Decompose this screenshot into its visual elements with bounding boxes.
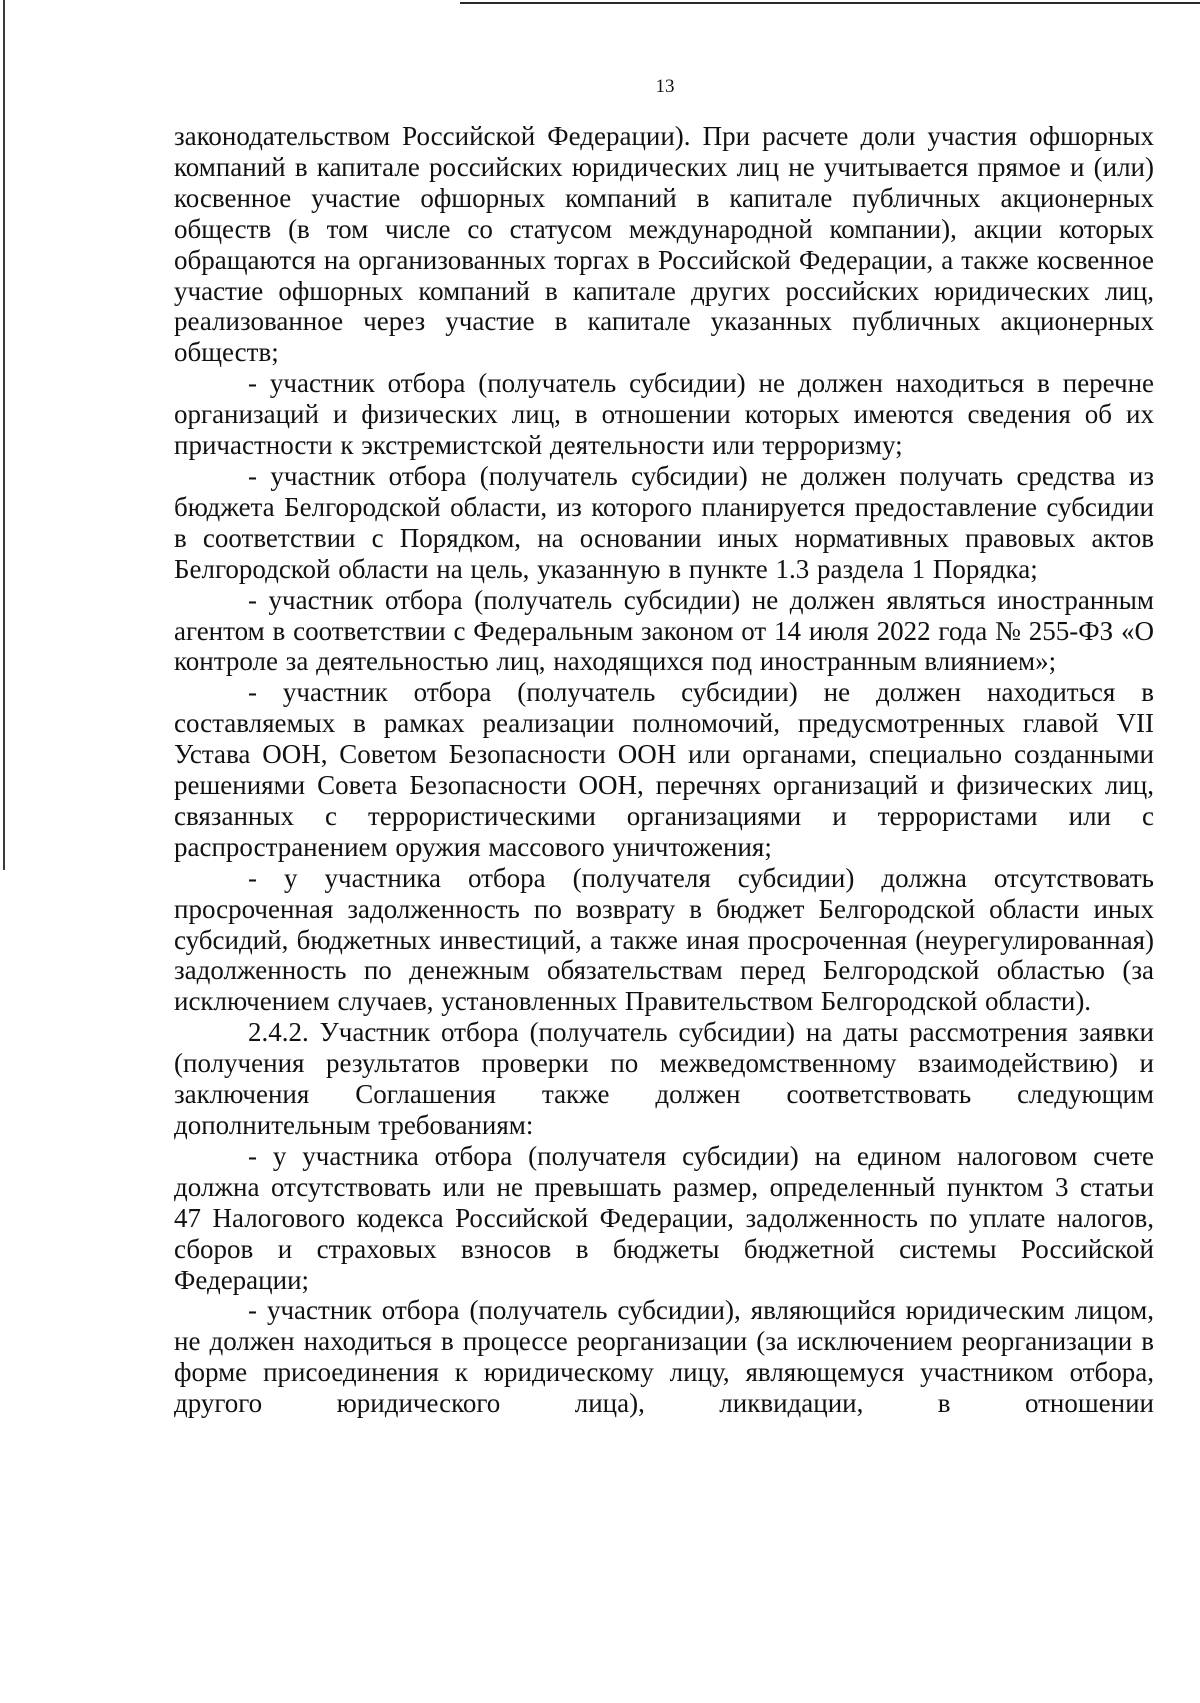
scan-edge-left <box>3 0 5 870</box>
paragraph-tax-debt: - у участника отбора (получателя субсидии) на едином налоговом счете должна отсутствовать или не превышать размер, определенный пунктом 3 статьи 47 Налогового кодекса Российской Федерации, задолженность по уплате налогов, сборов и страховых взносов в бюджеты бюджетной системы Российской Федерации; <box>174 1140 1154 1295</box>
paragraph-overdue-debt: - у участника отбора (получателя субсидии) должна отсутствовать просроченная задолженность по возврату в бюджет Белгородской области иных субсидий, бюджетных инвестиций, а также иная просроченная (неурегулированная) задолженность по денежным обязательствам перед Белгородской областью (за исключением случаев, установленных Правительством Белгородской области). <box>174 862 1154 1017</box>
document-body <box>174 121 1154 1419</box>
paragraph-foreign-agent: - участник отбора (получатель субсидии) не должен являться иностранным агентом в соответствии с Федеральным законом от 14 июля 2022 года № 255-ФЗ «О контроле за деятельностью лиц, находящихся под иностранным влиянием»; <box>174 584 1154 677</box>
paragraph-reorganization: - участник отбора (получатель субсидии), являющийся юридическим лицом, не должен находиться в процессе реорганизации (за исключением реорганизации в форме присоединения к юридическому лицу, являющемуся участником отбора, другого юридического лица), ликвидации, в отношении <box>174 1295 1154 1419</box>
paragraph-budget-funds: - участник отбора (получатель субсидии) не должен получать средства из бюджета Белгородской области, из которого планируется предоставление субсидии в соответствии с Порядком, на основании иных нормативных правовых актов Белгородской области на цель, указанную в пункте 1.3 раздела 1 Порядка; <box>174 460 1154 584</box>
page-number: 13 <box>655 76 675 97</box>
paragraph-section-2-4-2: 2.4.2. Участник отбора (получатель субсидии) на даты рассмотрения заявки (получения результатов проверки по межведомственному взаимодействию) и заключения Соглашения также должен соответствовать следующим дополнительным требованиям: <box>174 1017 1154 1140</box>
paragraph-extremism-list: - участник отбора (получатель субсидии) не должен находиться в перечне организаций и физических лиц, в отношении которых имеются сведения об их причастности к экстремистской деятельности или терроризму; <box>174 368 1154 461</box>
paragraph-un-sanctions: - участник отбора (получатель субсидии) не должен находиться в составляемых в рамках реализации полномочий, предусмотренных главой VII Устава ООН, Советом Безопасности ООН или органами, специально созданными решениями Совета Безопасности ООН, перечнях организаций и физических лиц, связанных с террористическими организациями и террористами или с распространением оружия массового уничтожения; <box>174 677 1154 862</box>
paragraph-offshore-continuation: законодательством Российской Федерации). При расчете доли участия офшорных компаний в капитале российских юридических лиц не учитывается прямое и (или) косвенное участие офшорных компаний в капитале публичных акционерных обществ (в том числе со статусом международной компании), акции которых обращаются на организованных торгах в Российской Федерации, а также косвенное участие офшорных компаний в капитале других российских юридических лиц, реализованное через участие в капитале указанных публичных акционерных обществ; <box>174 121 1154 368</box>
scan-edge-top <box>460 2 1200 4</box>
